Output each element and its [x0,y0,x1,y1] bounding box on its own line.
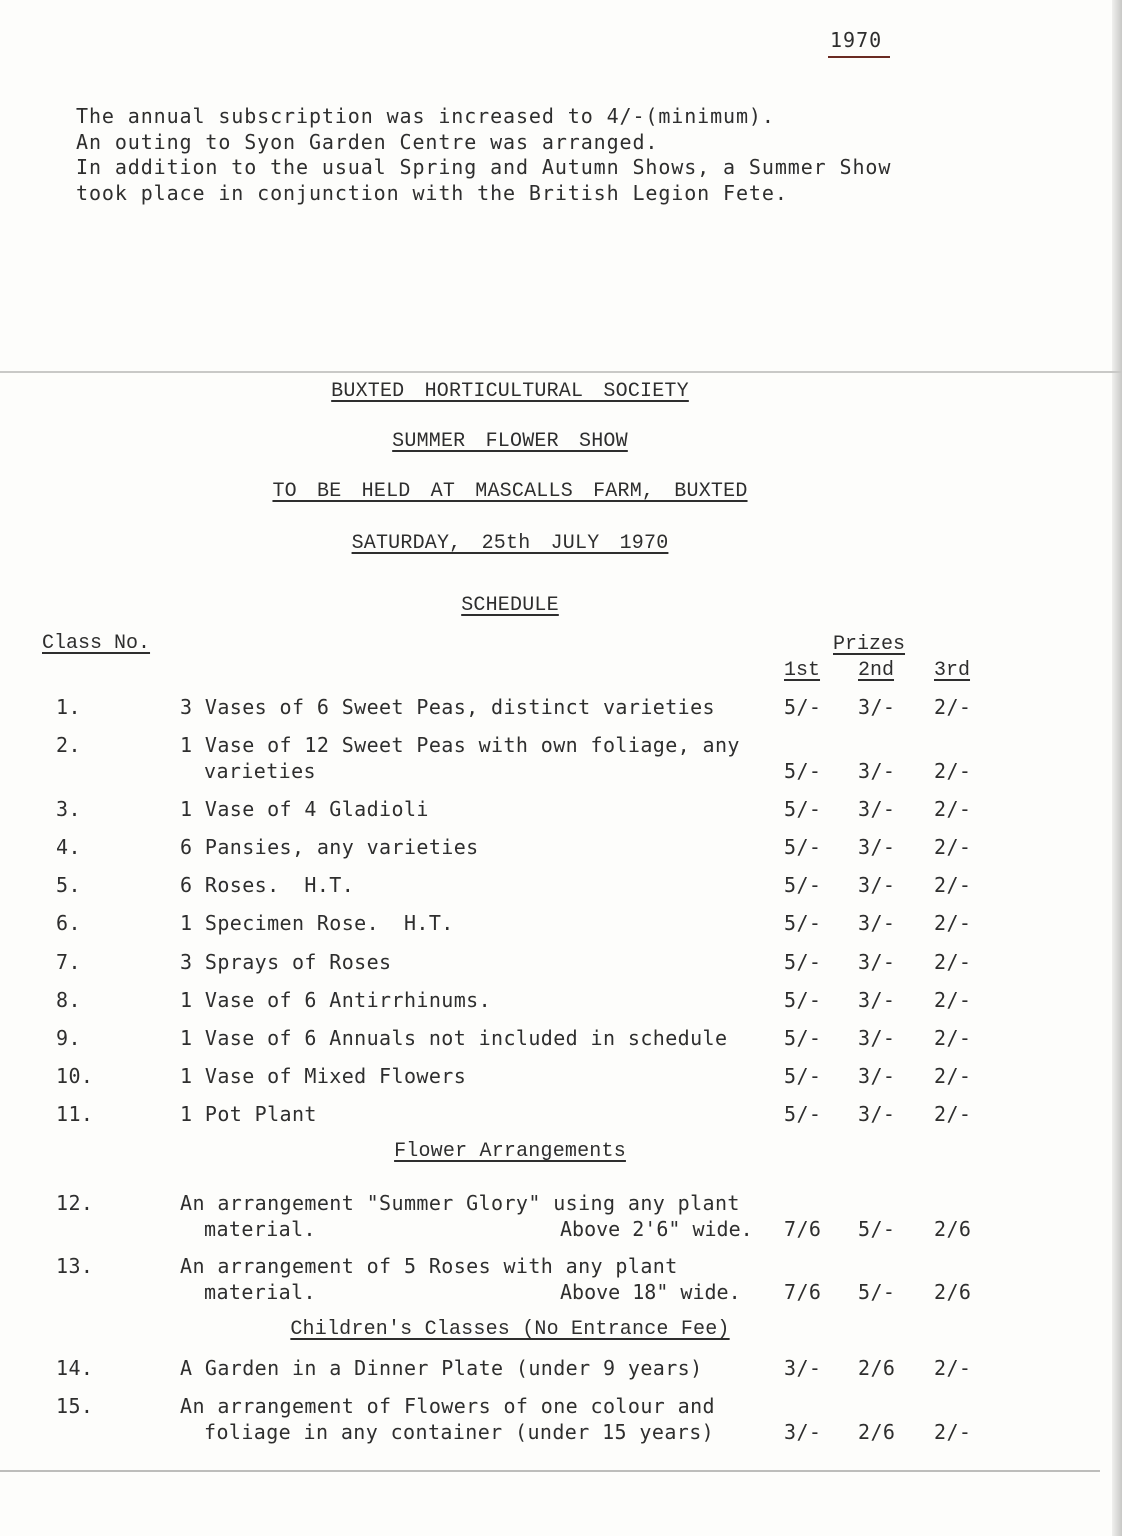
prize-third: 2/- [934,1356,972,1380]
class-description: 1 Pot Plant [180,1102,317,1126]
class-description: 6 Roses. H.T. [180,873,355,897]
third-place-header: 3rd [934,659,971,682]
class-description: 1 Vase of 12 Sweet Peas with own foliage, any [180,733,740,757]
prize-third: 2/- [934,988,972,1012]
prize-third: 2/- [934,873,972,897]
prize-first: 7/6 [784,1217,822,1241]
class-description-continued: material. [204,1280,316,1304]
page-edge [1112,0,1122,1536]
intro-line: An outing to Syon Garden Centre was arranged. [76,129,659,154]
children-heading: Children's Classes (No Entrance Fee) [290,1318,730,1341]
class-number: 9. [56,1026,81,1050]
prize-first: 5/- [784,695,822,719]
prize-first: 5/- [784,1026,822,1050]
class-description: 3 Vases of 6 Sweet Peas, distinct varieties [180,695,715,719]
prize-second: 2/6 [858,1420,896,1444]
prize-second: 3/- [858,988,896,1012]
prize-second: 3/- [858,1064,896,1088]
prize-first: 5/- [784,988,822,1012]
prize-third: 2/- [934,835,972,859]
prize-second: 3/- [858,797,896,821]
class-number: 11. [56,1102,94,1126]
prize-third: 2/6 [934,1280,972,1304]
prize-second: 5/- [858,1280,896,1304]
prize-third: 2/- [934,950,972,974]
prize-first: 5/- [784,1064,822,1088]
size-note: Above 2'6" wide. [560,1217,753,1241]
prize-second: 3/- [858,835,896,859]
class-number: 10. [56,1064,94,1088]
prize-second: 2/6 [858,1356,896,1380]
class-description: A Garden in a Dinner Plate (under 9 years) [180,1356,703,1380]
class-description: 1 Vase of Mixed Flowers [180,1064,467,1088]
class-description: 1 Vase of 6 Antirrhinums. [180,988,492,1012]
date-heading: SATURDAY, 25th JULY 1970 [351,532,669,555]
class-description: 6 Pansies, any varieties [180,835,479,859]
class-number: 14. [56,1356,94,1380]
class-description: An arrangement "Summer Glory" using any plant [180,1191,740,1215]
intro-line: took place in conjunction with the British Legion Fete. [76,180,788,205]
prize-first: 5/- [784,911,822,935]
schedule-title: SCHEDULE [461,594,559,617]
prize-second: 3/- [858,950,896,974]
class-number: 8. [56,988,81,1012]
class-number: 1. [56,695,81,719]
prize-third: 2/- [934,1026,972,1050]
prize-second: 3/- [858,1026,896,1050]
class-no-header: Class No. [42,632,151,655]
class-description: 3 Sprays of Roses [180,950,392,974]
show-heading: SUMMER FLOWER SHOW [392,430,628,453]
fold-divider [0,371,1122,373]
prize-third: 2/- [934,797,972,821]
prize-first: 5/- [784,873,822,897]
size-note: Above 18" wide. [560,1280,741,1304]
bottom-divider [0,1470,1100,1472]
arrangements-heading: Flower Arrangements [394,1140,626,1163]
prize-first: 5/- [784,1102,822,1126]
class-description: 1 Specimen Rose. H.T. [180,911,454,935]
page-year: 1970 [830,28,883,52]
prize-first: 5/- [784,797,822,821]
society-heading: BUXTED HORTICULTURAL SOCIETY [331,380,689,403]
prize-third: 2/- [934,1102,972,1126]
venue-heading: TO BE HELD AT MASCALLS FARM, BUXTED [272,480,748,503]
class-description-continued: varieties [204,759,316,783]
class-number: 6. [56,911,81,935]
class-number: 12. [56,1191,94,1215]
year-underline [828,56,890,58]
class-description-continued: material. [204,1217,316,1241]
prize-second: 3/- [858,695,896,719]
prize-third: 2/- [934,1420,972,1444]
intro-paragraph [76,104,1076,206]
prize-first: 3/- [784,1356,822,1380]
class-number: 4. [56,835,81,859]
prize-first: 5/- [784,950,822,974]
class-number: 15. [56,1394,94,1418]
prize-second: 3/- [858,911,896,935]
class-number: 2. [56,733,81,757]
class-description: An arrangement of 5 Roses with any plant [180,1254,678,1278]
class-number: 13. [56,1254,94,1278]
class-description: An arrangement of Flowers of one colour and [180,1394,715,1418]
prize-first: 7/6 [784,1280,822,1304]
class-number: 7. [56,950,81,974]
prize-second: 3/- [858,873,896,897]
prize-second: 3/- [858,759,896,783]
prize-first: 5/- [784,759,822,783]
prize-third: 2/6 [934,1217,972,1241]
class-description: 1 Vase of 6 Annuals not included in schedule [180,1026,728,1050]
prize-first: 3/- [784,1420,822,1444]
prize-first: 5/- [784,835,822,859]
prize-third: 2/- [934,1064,972,1088]
class-number: 3. [56,797,81,821]
class-number: 5. [56,873,81,897]
prize-second: 3/- [858,1102,896,1126]
intro-line: In addition to the usual Spring and Autumn Shows, a Summer Show [76,155,892,179]
prize-third: 2/- [934,759,972,783]
prize-second: 5/- [858,1217,896,1241]
class-description-continued: foliage in any container (under 15 years) [204,1420,715,1444]
intro-line: The annual subscription was increased to 4/-(minimum). [76,104,775,128]
class-description: 1 Vase of 4 Gladioli [180,797,429,821]
prize-third: 2/- [934,911,972,935]
prize-third: 2/- [934,695,972,719]
second-place-header: 2nd [858,659,895,682]
first-place-header: 1st [784,659,821,682]
prizes-header: Prizes [833,633,906,656]
